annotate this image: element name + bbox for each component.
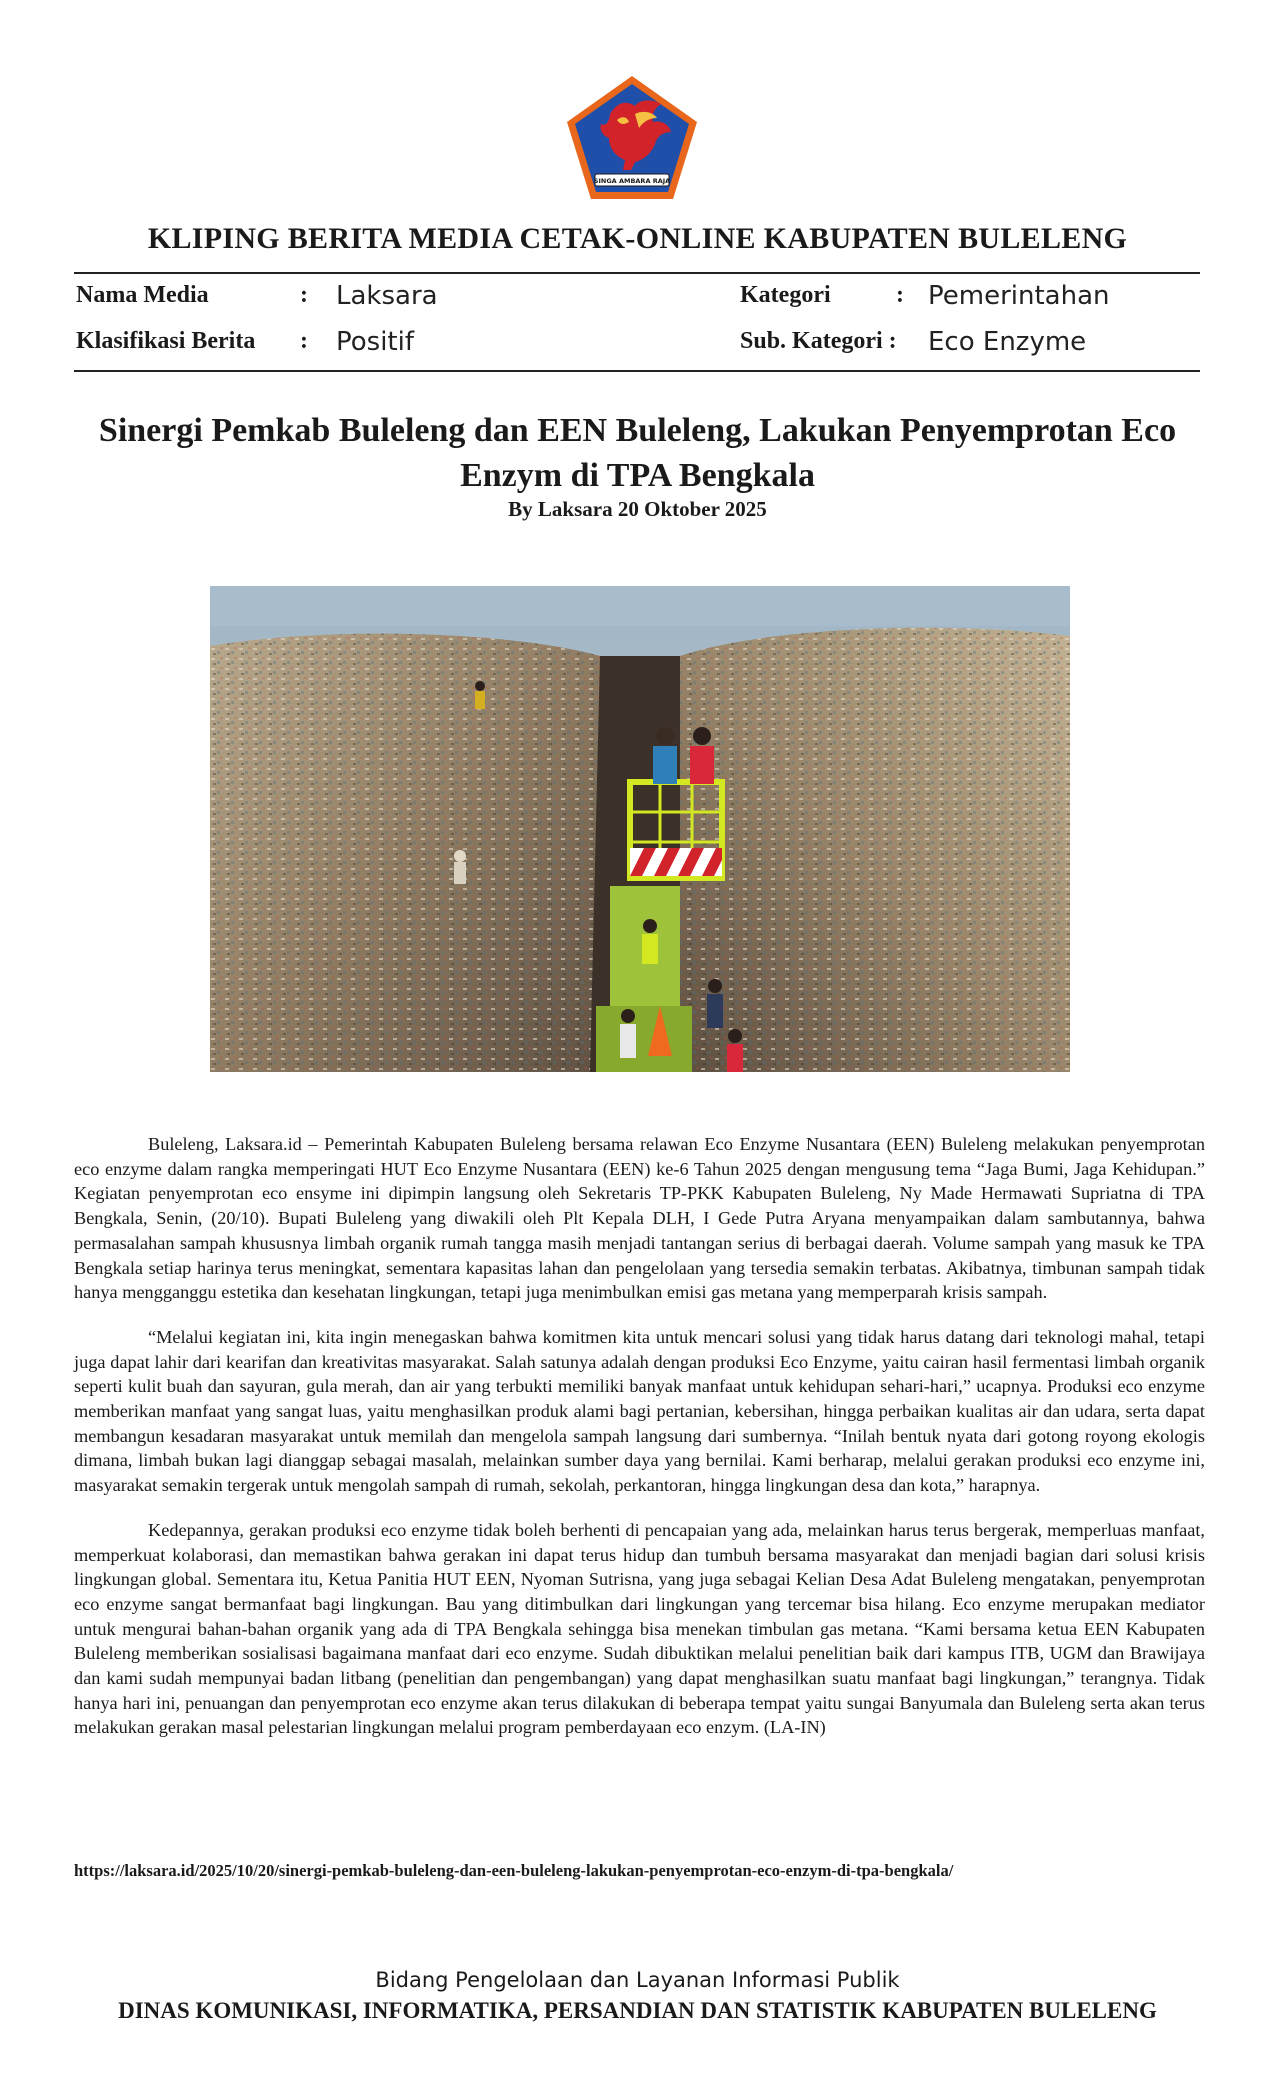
article-paragraph-3: Kedepannya, gerakan produksi eco enzyme tidak boleh berhenti di pencapaian yang ada, melainkan harus terus bergerak, memperluas manfaat, memperkuat kolaborasi, dan memastikan bahwa gerakan ini dapat terus hidup dan tumbuh bersama masyarakat dan menjadi bagian dari solusi krisis lingkungan global. Sementara itu, Ketua Panitia HUT EEN, Nyoman Sutrisna, yang juga sebagai Kelian Desa Adat Buleleng mengatakan, penyemprotan eco enzyme sangat bermanfaat bagi lingkungan. Bau yang ditimbulkan dari lingkungan yang tercemar bisa hilang. Eco enzyme merupakan mediator untuk mengurai bahan-bahan organik yang ada di TPA Bengkala sehingga bisa menekan timbulan gas metana. “Kami bersama ketua EEN Kabupaten Buleleng memberikan sosialisasi bagaimana manfaat dari eco enzyme. Sudah dibuktikan melalui penelitian baik dari kampus ITB, UGM dan Brawijaya dan kami sudah mempunyai badan litbang (penelitian dan pengembangan) yang dapat menghasilkan suatu manfaat bagi lingkungan,” terangnya. Tidak hanya hari ini, penuangan dan penyemprotan eco enzyme akan terus dilakukan di beberapa tempat yaitu sungai Banyumala dan Buleleng serta akan terus melakukan gerakan masal pelestarian lingkungan melalui program pemberdayaan eco enzym. (LA-IN) — [74, 1519, 1205, 1738]
source-link[interactable]: https://laksara.id/2025/10/20/sinergi-pemkab-buleleng-dan-een-buleleng-lakukan-penyemprotan-eco-enzym-di-tpa-bengkala/ — [74, 1861, 954, 1880]
lion-emblem-icon — [565, 74, 700, 202]
kategori-label: Kategori — [740, 282, 831, 308]
subkategori-label: Sub. Kategori : — [740, 328, 897, 354]
footer-division: Bidang Pengelolaan dan Layanan Informasi Publik — [375, 1968, 900, 1992]
article-body — [74, 1132, 1205, 1760]
klasifikasi-value: Positif — [336, 327, 414, 357]
article-headline: Sinergi Pemkab Buleleng dan EEN Buleleng, Lakukan Penyemprotan Eco Enzym di TPA Bengkala — [98, 412, 1177, 494]
logo-motto: SINGA AMBARA RAJA — [593, 177, 671, 185]
media-colon: : — [300, 282, 308, 308]
footer-agency: DINAS KOMUNIKASI, INFORMATIKA, PERSANDIAN DAN STATISTIK KABUPATEN BULELENG — [118, 1998, 1157, 2023]
subkategori-value: Eco Enzyme — [928, 327, 1087, 357]
kategori-colon: : — [896, 282, 904, 308]
klasifikasi-colon: : — [300, 328, 308, 354]
regency-logo — [565, 74, 700, 202]
media-label: Nama Media — [76, 282, 209, 308]
header-rule-top — [74, 272, 1200, 274]
klasifikasi-label: Klasifikasi Berita — [76, 328, 256, 354]
article-paragraph-2: “Melalui kegiatan ini, kita ingin menegaskan bahwa komitmen kita untuk mencari solusi yang tidak harus datang dari teknologi mahal, tetapi juga dapat lahir dari kearifan dan kreativitas masyarakat. Salah satunya adalah dengan produksi Eco Enzyme, yaitu cairan hasil fermentasi limbah organik seperti kulit buah dan sayuran, gula merah, dan air yang terbukti memiliki banyak manfaat untuk kehidupan sehari-hari,” ucapnya. Produksi eco enzyme memberikan manfaat yang sangat luas, yaitu menghasilkan produk alami bagi pertanian, kebersihan, hingga perbaikan kualitas air dan udara, serta dapat membangun kesadaran masyarakat untuk memilah dan mengelola sampah langsung dari sumbernya. “Inilah bentuk nyata dari gotong royong ekologis dimana, limbah bukan lagi dianggap sebagai masalah, melainkan sumber daya yang bernilai. Kami berharap, melalui gerakan produksi eco enzyme ini, masyarakat semakin tergerak untuk mengolah sampah di rumah, sekolah, perkantoran, hingga lingkungan desa dan kota,” harapnya. — [74, 1326, 1205, 1496]
article-paragraph-1: Buleleng, Laksara.id – Pemerintah Kabupaten Buleleng bersama relawan Eco Enzyme Nusantara (EEN) Buleleng melakukan penyemprotan eco enzyme dalam rangka memperingati HUT Eco Enzyme Nusantara (EEN) ke-6 Tahun 2025 dengan mengusung tema “Jaga Bumi, Jaga Kehidupan.” Kegiatan penyemprotan eco ensyme ini dipimpin langsung oleh Sekretaris TP-PKK Kabupaten Buleleng, Ny Made Hermawati Supriatna di TPA Bengkala, Senin, (20/10). Bupati Buleleng yang diwakili oleh Plt Kepala DLH, I Gede Putra Aryana menyampaikan dalam sambutannya, bahwa permasalahan sampah khususnya limbah organik rumah tangga masih menjadi tantangan serius di berbagai daerah. Volume sampah yang masuk ke TPA Bengkala setiap harinya terus meningkat, sementara kapasitas lahan dan pengelolaan yang tersedia semakin terbatas. Akibatnya, timbunan sampah tidak hanya mengganggu estetika dan kesehatan lingkungan, tetapi juga menimbulkan emisi gas metana yang memperparah krisis sampah. — [74, 1134, 1205, 1303]
kategori-value: Pemerintahan — [928, 281, 1110, 311]
article-photo — [210, 586, 1070, 1072]
media-value: Laksara — [336, 281, 438, 311]
article-byline: By Laksara 20 Oktober 2025 — [508, 497, 767, 521]
header-rule-bottom — [74, 370, 1200, 372]
kliping-title: KLIPING BERITA MEDIA CETAK-ONLINE KABUPATEN BULELENG — [147, 222, 1128, 255]
